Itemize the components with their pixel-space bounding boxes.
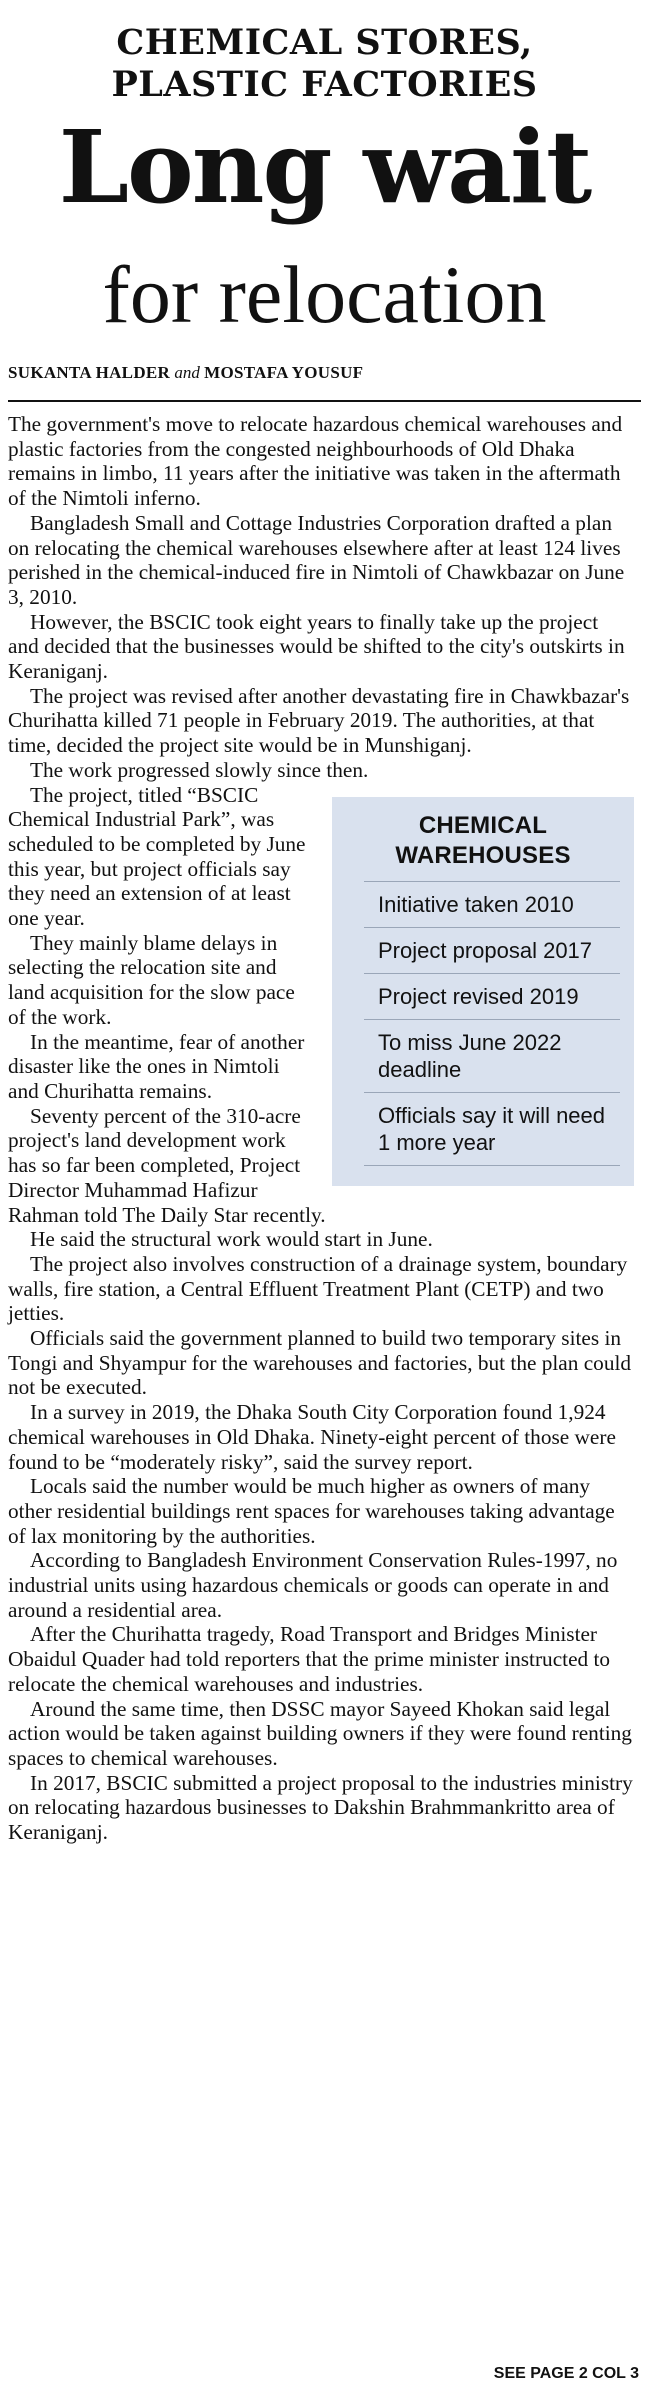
factbox-item: To miss June 2022 deadline	[364, 1019, 620, 1092]
headline-line-1: Long wait	[58, 108, 591, 226]
paragraph: Officials said the government planned to build two temporary sites in Tongi and Shyampur for the warehouses and factories, but the plan could not be executed.	[8, 1326, 632, 1400]
factbox-title: CHEMICAL WAREHOUSES	[395, 811, 571, 869]
paragraph: They mainly blame delays in selecting the relocation site and land acquisition for the slow pace of the work.	[8, 930, 295, 1029]
article-body	[8, 412, 634, 1845]
paragraph: Seventy percent of the 310-acre project's land development work has so far been completed, Project Director Muhammad Hafizur Rahman told The Daily Star recently.	[8, 1103, 326, 1227]
continuation-line: SEE PAGE 2 COL 3	[493, 2365, 639, 2382]
byline	[8, 362, 363, 384]
factbox-sidebar	[332, 797, 634, 1186]
paragraph: However, the BSCIC took eight years to finally take up the project and decided that the businesses would be shifted to the city's outskirts in Keraniganj.	[8, 609, 625, 684]
paragraph: In the meantime, fear of another disaster like the ones in Nimtoli and Churihatta remains.	[8, 1029, 305, 1103]
kicker-line-2: PLASTIC FACTORIES	[111, 64, 538, 105]
paragraph: According to Bangladesh Environment Conservation Rules-1997, no industrial units using hazardous chemicals or goods can operate in and around a residential area.	[8, 1548, 618, 1622]
paragraph: The project, titled “BSCIC Chemical Industrial Park”, was scheduled to be completed by June this year, but project officials say they need an extension of at least one year.	[8, 782, 306, 931]
paragraph: Locals said the number would be much higher as owners of many other residential buildings rent spaces for warehouses taking advantage of lax monitoring by the authorities.	[8, 1474, 615, 1548]
author-2: MOSTAFA YOUSUF	[204, 363, 364, 382]
byline-conjunction: and	[174, 363, 200, 382]
headline-line-2: for relocation	[102, 249, 547, 340]
factbox-item: Initiative taken 2010	[364, 881, 620, 927]
factbox-item: Officials say it will need 1 more year	[364, 1092, 620, 1166]
paragraph: In a survey in 2019, the Dhaka South City Corporation found 1,924 chemical warehouses in Old Dhaka. Ninety-eight percent of those were found to be “moderately risky”, said the survey report.	[8, 1400, 616, 1474]
kicker-line-1: CHEMICAL STORES,	[116, 22, 533, 63]
paragraph: After the Churihatta tragedy, Road Transport and Bridges Minister Obaidul Quader had told reporters that the prime minister instructed to relocate the chemical warehouses and industries.	[8, 1622, 611, 1696]
paragraph: The project also involves construction of a drainage system, boundary walls, fire station, a Central Effluent Treatment Plant (CETP) and two jetties.	[8, 1251, 628, 1326]
paragraph: The work progressed slowly since then.	[30, 757, 369, 782]
author-1: SUKANTA HALDER	[8, 363, 171, 382]
byline-divider	[8, 400, 641, 402]
kicker	[0, 22, 649, 106]
paragraph: The project was revised after another devastating fire in Chawkbazar's Churihatta killed 71 people in February 2019. The authorities, at that time, decided the project site would be in Munshiganj.	[8, 683, 630, 758]
paragraph: Bangladesh Small and Cottage Industries Corporation drafted a plan on relocating the chemical warehouses elsewhere after at least 124 lives perished in the chemical-induced fire in Nimtoli of Chawkbazar on June 3, 2010.	[8, 510, 625, 609]
paragraph: In 2017, BSCIC submitted a project proposal to the industries ministry on relocating hazardous businesses to Dakshin Brahmmankritto area of Keraniganj.	[8, 1770, 633, 1845]
factbox-item: Project revised 2019	[364, 973, 620, 1019]
paragraph: The government's move to relocate hazardous chemical warehouses and plastic factories from the congested neighbourhoods of Old Dhaka remains in limbo, 11 years after the initiative was taken in the aftermath of the Nimtoli inferno.	[8, 412, 623, 511]
factbox-item: Project proposal 2017	[364, 927, 620, 973]
paragraph: Around the same time, then DSSC mayor Sayeed Khokan said legal action would be taken against building owners if they were found renting spaces to chemical warehouses.	[8, 1696, 632, 1770]
paragraph: He said the structural work would start in June.	[30, 1227, 433, 1252]
